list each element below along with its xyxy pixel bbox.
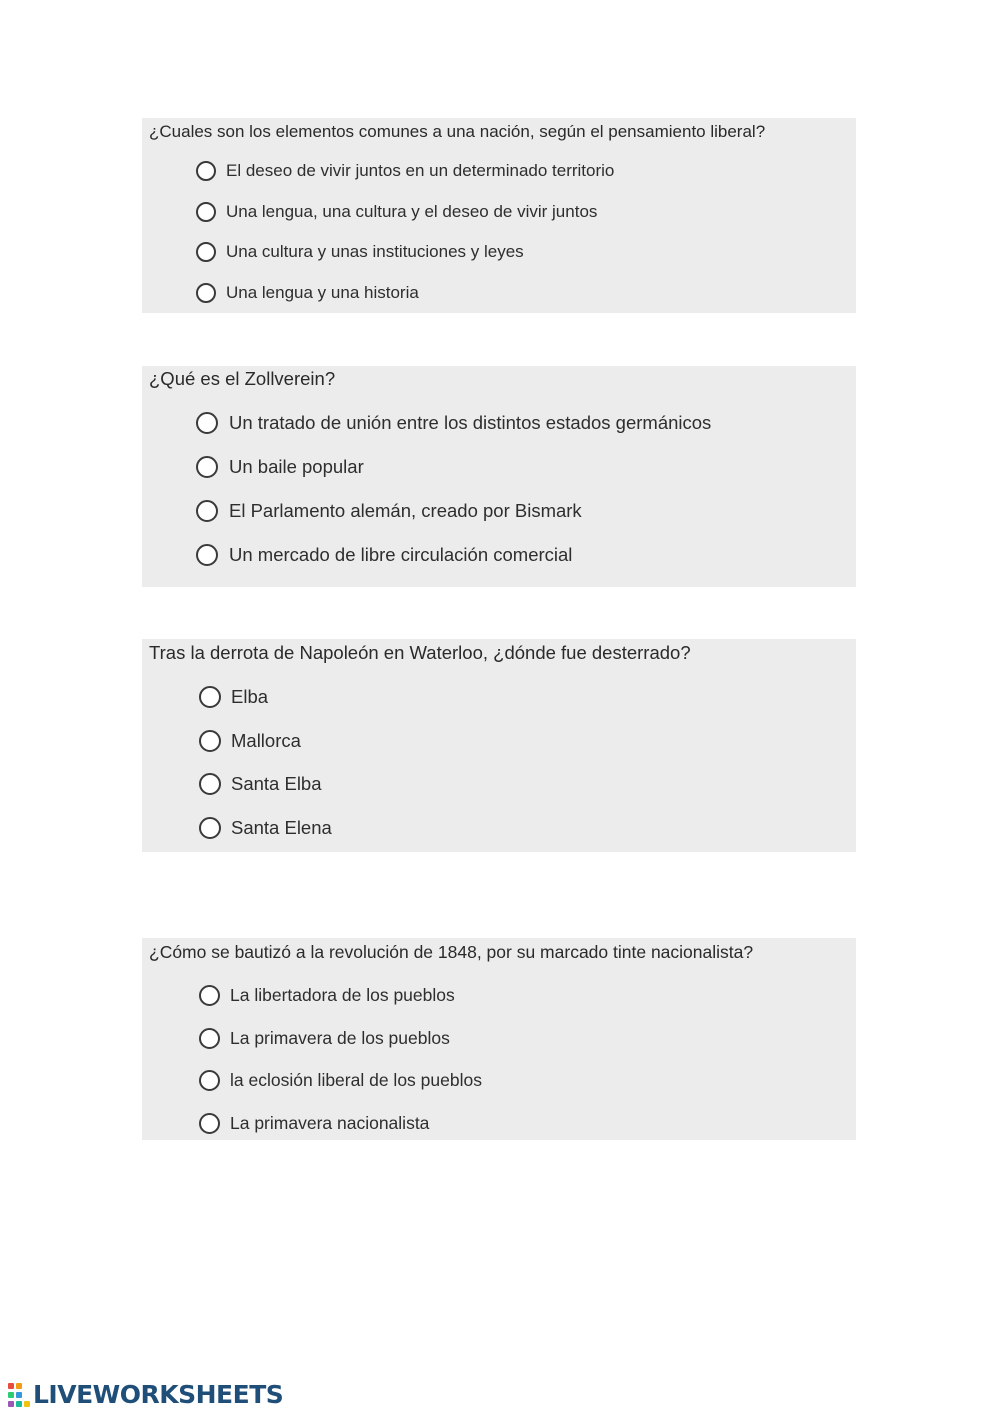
question-card-1 — [142, 118, 856, 313]
radio-button[interactable] — [196, 202, 216, 222]
liveworksheets-brand[interactable] — [8, 1380, 283, 1409]
option-4d[interactable] — [199, 1113, 429, 1134]
option-4c[interactable] — [199, 1070, 482, 1091]
option-2b[interactable] — [196, 456, 364, 478]
option-3d[interactable] — [199, 817, 332, 839]
option-3a[interactable] — [199, 686, 268, 708]
radio-button[interactable] — [199, 773, 221, 795]
question-card-3 — [142, 639, 856, 852]
radio-button[interactable] — [199, 730, 221, 752]
radio-button[interactable] — [196, 500, 218, 522]
option-label: Un baile popular — [229, 456, 364, 477]
option-3b[interactable] — [199, 730, 301, 752]
radio-button[interactable] — [196, 283, 216, 303]
option-label: La primavera de los pueblos — [230, 1028, 450, 1048]
option-label: Elba — [231, 686, 269, 707]
option-label: Un mercado de libre circulación comercial — [229, 544, 573, 565]
radio-button[interactable] — [196, 412, 218, 434]
radio-button[interactable] — [196, 242, 216, 262]
option-label: Santa Elba — [231, 773, 322, 794]
option-4a[interactable] — [199, 985, 455, 1006]
radio-button[interactable] — [199, 1070, 220, 1091]
option-label: La primavera nacionalista — [230, 1113, 430, 1133]
question-card-4 — [142, 938, 856, 1140]
question-text-1: ¿Cuales son los elementos comunes a una nación, según el pensamiento liberal? — [149, 122, 766, 141]
option-1c[interactable] — [196, 242, 524, 262]
option-1b[interactable] — [196, 202, 597, 222]
option-label: La libertadora de los pueblos — [230, 985, 455, 1005]
liveworksheets-logo-icon — [8, 1383, 30, 1407]
radio-button[interactable] — [199, 1028, 220, 1049]
option-label: El Parlamento alemán, creado por Bismark — [229, 500, 582, 521]
option-3c[interactable] — [199, 773, 322, 795]
option-2d[interactable] — [196, 544, 572, 566]
option-label: Una lengua y una historia — [226, 283, 419, 302]
option-label: la eclosión liberal de los pueblos — [230, 1070, 482, 1090]
option-label: Una cultura y unas instituciones y leyes — [226, 242, 524, 261]
radio-button[interactable] — [196, 544, 218, 566]
option-label: Una lengua, una cultura y el deseo de vivir juntos — [226, 202, 598, 221]
radio-button[interactable] — [199, 686, 221, 708]
option-2a[interactable] — [196, 412, 711, 434]
option-label: Un tratado de unión entre los distintos estados germánicos — [229, 412, 712, 433]
radio-button[interactable] — [199, 1113, 220, 1134]
radio-button[interactable] — [196, 456, 218, 478]
option-label: Mallorca — [231, 730, 301, 751]
question-text-3: Tras la derrota de Napoleón en Waterloo, ¿dónde fue desterrado? — [149, 642, 691, 663]
option-2c[interactable] — [196, 500, 582, 522]
option-1d[interactable] — [196, 283, 419, 303]
question-text-4: ¿Cómo se bautizó a la revolución de 1848, por su marcado tinte nacionalista? — [149, 942, 754, 962]
question-text-2: ¿Qué es el Zollverein? — [149, 368, 336, 389]
option-label: El deseo de vivir juntos en un determinado territorio — [226, 161, 615, 180]
radio-button[interactable] — [199, 985, 220, 1006]
brand-name: LIVEWORKSHEETS — [33, 1380, 284, 1409]
option-4b[interactable] — [199, 1028, 450, 1049]
option-1a[interactable] — [196, 161, 614, 181]
question-card-2 — [142, 366, 856, 587]
radio-button[interactable] — [199, 817, 221, 839]
option-label: Santa Elena — [231, 817, 332, 838]
radio-button[interactable] — [196, 161, 216, 181]
